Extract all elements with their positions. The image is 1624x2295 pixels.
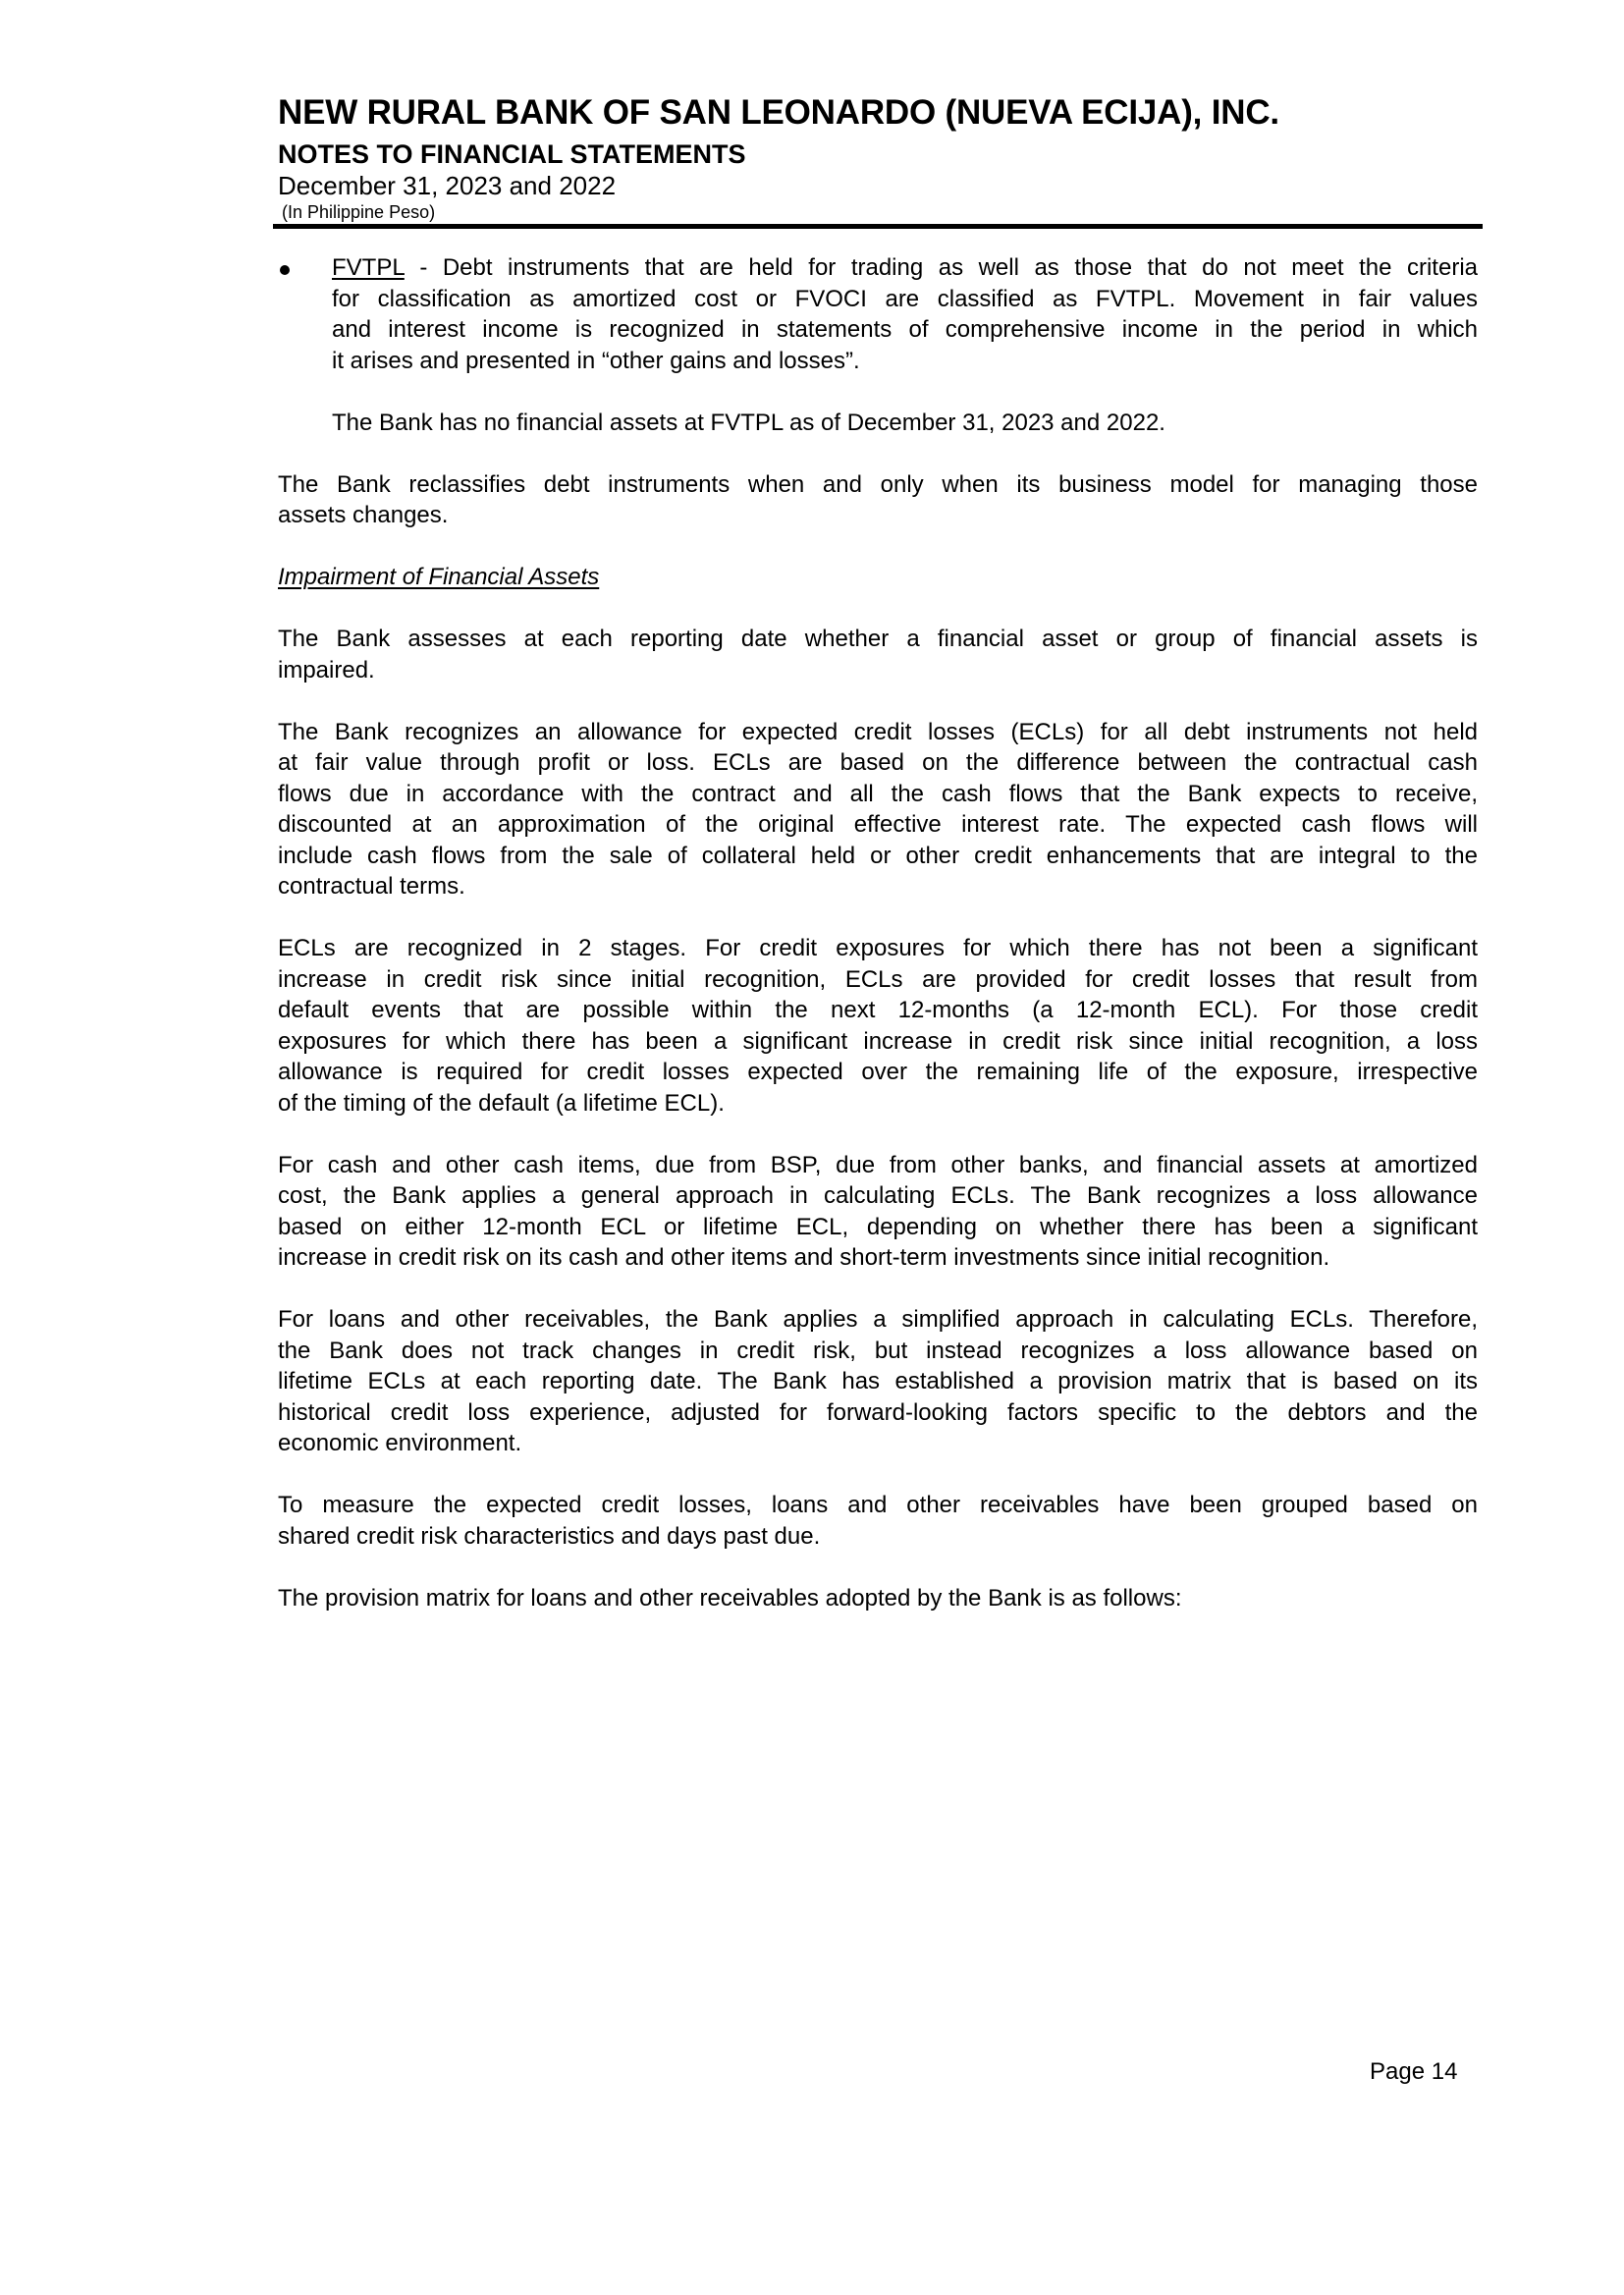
paragraph-line: historical credit loss experience, adjusted for forward-looking factors specific to the debtors and the: [278, 1398, 1478, 1426]
reporting-period: December 31, 2023 and 2022: [278, 171, 617, 200]
bullet-line: [332, 252, 1478, 284]
paragraph-line: include cash flows from the sale of collateral held or other credit enhancements that are integral to the: [278, 842, 1478, 869]
paragraph-cash: [278, 1150, 1478, 1274]
paragraph-line: assets changes.: [278, 502, 449, 528]
paragraph-line: lifetime ECLs at each reporting date. The Bank has established a provision matrix that is based on its: [278, 1368, 1478, 1394]
page-number: Page 14: [1370, 2058, 1458, 2085]
paragraph-recognize: [278, 717, 1478, 902]
paragraph-line: allowance is required for credit losses expected over the remaining life of the exposure, irrespective: [278, 1059, 1478, 1085]
paragraph-line: ECLs are recognized in 2 stages. For credit exposures for which there has not been a significant: [278, 935, 1478, 961]
company-name: NEW RURAL BANK OF SAN LEONARDO (NUEVA ECIJA), INC.: [278, 93, 1279, 132]
header-divider: [273, 224, 1483, 229]
section-heading: [278, 562, 1478, 593]
document-title: NOTES TO FINANCIAL STATEMENTS: [278, 139, 746, 169]
document-body: [278, 252, 1478, 1645]
paragraph-reclassify: [278, 469, 1478, 531]
paragraph-measure: [278, 1490, 1478, 1552]
paragraph-line: contractual terms.: [278, 873, 465, 900]
paragraph-line: To measure the expected credit losses, loans and other receivables have been grouped based on: [278, 1492, 1478, 1518]
bullet-line: it arises and presented in “other gains and losses”.: [332, 347, 860, 374]
paragraph-line: For loans and other receivables, the Bank applies a simplified approach in calculating ECLs. Therefore,: [278, 1306, 1478, 1333]
paragraph-line: economic environment.: [278, 1430, 522, 1456]
fvtpl-bullet: [278, 252, 1478, 376]
paragraph-assess: [278, 624, 1478, 685]
paragraph-line: shared credit risk characteristics and days past due.: [278, 1522, 821, 1550]
paragraph-line: increase in credit risk on its cash and other items and short-term investments since initial recognition.: [278, 1244, 1330, 1271]
bullet-line: and interest income is recognized in statements of comprehensive income in the period in which: [332, 316, 1478, 343]
bullet-line: for classification as amortized cost or FVOCI are classified as FVTPL. Movement in fair values: [332, 285, 1478, 312]
paragraph-line: For cash and other cash items, due from BSP, due from other banks, and financial assets at amortized: [278, 1151, 1478, 1178]
fvtpl-note-text: The Bank has no financial assets at FVTPL as of December 31, 2023 and 2022.: [332, 409, 1165, 436]
paragraph-line: The Bank reclassifies debt instruments when and only when its business model for managing those: [278, 470, 1478, 498]
paragraph-line: cost, the Bank applies a general approach in calculating ECLs. The Bank recognizes a loss allowance: [278, 1182, 1478, 1209]
fvtpl-term: FVTPL: [332, 254, 405, 281]
paragraph-line: increase in credit risk since initial recognition, ECLs are provided for credit losses that result from: [278, 965, 1478, 993]
paragraph-line: exposures for which there has been a significant increase in credit risk since initial recognition, a loss: [278, 1027, 1478, 1055]
paragraph-matrix-intro: [278, 1583, 1478, 1614]
paragraph-line: default events that are possible within the next 12-months (a 12-month ECL). For those credit: [278, 997, 1478, 1023]
paragraph-line: flows due in accordance with the contract and all the cash flows that the Bank expects to receive,: [278, 780, 1478, 807]
paragraph-line: The Bank assesses at each reporting date whether a financial asset or group of financial assets is: [278, 626, 1478, 652]
paragraph-line: impaired.: [278, 656, 375, 683]
paragraph-stages: [278, 933, 1478, 1119]
impairment-heading: Impairment of Financial Assets: [278, 564, 600, 590]
paragraph-loans: [278, 1304, 1478, 1459]
fvtpl-note: [278, 408, 1478, 439]
bullet-line-text: - Debt instruments that are held for trading as well as those that do not meet the criteria: [404, 254, 1478, 281]
bullet-icon: [280, 265, 290, 275]
paragraph-line: discounted at an approximation of the original effective interest rate. The expected cash flows will: [278, 811, 1478, 838]
paragraph-line: based on either 12-month ECL or lifetime ECL, depending on whether there has been a significant: [278, 1213, 1478, 1240]
paragraph-line: of the timing of the default (a lifetime ECL).: [278, 1089, 725, 1117]
paragraph-line: The Bank recognizes an allowance for expected credit losses (ECLs) for all debt instruments not held: [278, 718, 1478, 745]
paragraph-line: the Bank does not track changes in credit risk, but instead recognizes a loss allowance based on: [278, 1337, 1478, 1364]
currency-note: (In Philippine Peso): [282, 202, 436, 222]
paragraph-line: The provision matrix for loans and other receivables adopted by the Bank is as follows:: [278, 1584, 1182, 1612]
paragraph-line: at fair value through profit or loss. ECLs are based on the difference between the contractual cash: [278, 749, 1478, 776]
